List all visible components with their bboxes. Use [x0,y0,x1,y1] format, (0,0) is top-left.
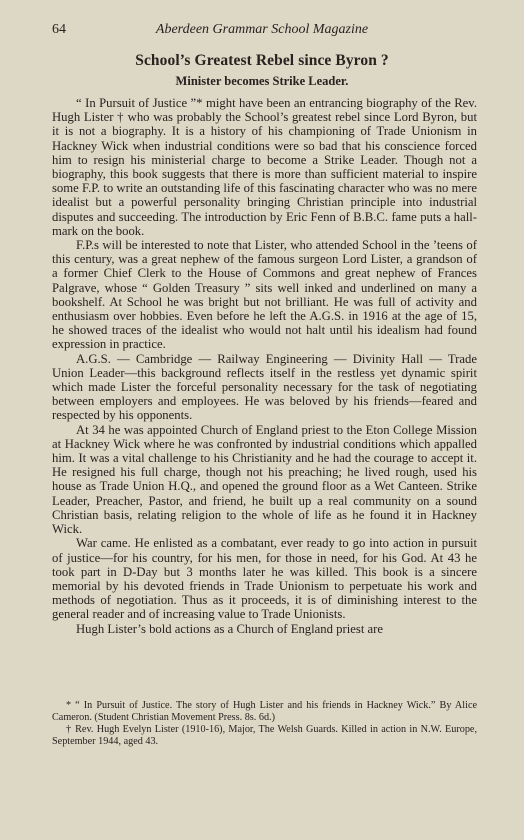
body-paragraph: A.G.S. — Cambridge — Railway Engineering — Divinity Hall — Trade Union Leader—this background reflects itself in the restless yet dynamic spirit which made Lister the forceful personality necessary for the task of negotiating between employers and employees. He was beloved by his friends—feared and respected by his opponents. [52,351,477,423]
running-title: Aberdeen Grammar School Magazine [155,22,369,37]
body-paragraph: F.P.s will be interested to note that Lister, who attended School in the ’teens of this century, was a great nephew of the famous surgeon Lord Lister, a grandson of a former Chief Clerk to the House of Commons and great nephew of Frances Palgrave, whose “ Golden Treasury ” sits well inked and underlined on many a bookshelf. At School he was bright but not brilliant. He was full of activity and enthusiasm over hobbies. Even before he left the A.G.S. in 1916 at the age of 15, he showed traces of the idealist who would not halt until his idealism had found expression in practice. [52,238,477,352]
footnotes [52,700,477,748]
article-subtitle: Minister becomes Strike Leader. [175,74,349,88]
footnote: * “ In Pursuit of Justice. The story of Hugh Lister and his friends in Hackney Wick.” By Alice Cameron. (Student Christian Movement Press. 8s. 6d.) [52,700,477,723]
body-paragraph: Hugh Lister’s bold actions as a Church of England priest are [76,621,384,636]
footnote: † Rev. Hugh Evelyn Lister (1910-16), Major, The Welsh Guards. Killed in action in N.W. Europe, September 1944, aged 43. [52,724,477,747]
article-body [52,96,477,636]
body-paragraph: At 34 he was appointed Church of England priest to the Eton College Mission at Hackney Wick where he was confronted by industrial conditions which appalled him. It was a vital challenge to his Christianity and he had the courage to accept it. He resigned his full charge, though not his preaching; he lived rough, used his house as Trade Union H.Q., and opened the ground floor as a Wet Canteen. Strike Leader, Preacher, Pastor, and friend, he built up a real community on a sound Christian basis, relating religion to the whole of life as he found it in Hackney Wick. [52,422,477,537]
body-paragraph: War came. He enlisted as a combatant, ever ready to go into action in pursuit of justice—for his country, for his men, for those in need, for his God. At 43 he took part in D-Day but 3 months later he was killed. This book is a sincere memorial by his devoted friends in Trade Unionism to perpetuate his work and methods of negotiation. Thus as it proceeds, it is of diminishing interest to the general reader and of increasing value to Trade Unionists. [52,536,477,622]
page-header [0,22,524,42]
page-number: 64 [52,22,66,37]
body-paragraph: “ In Pursuit of Justice ”* might have been an entrancing biography of the Rev. Hugh Lister † who was probably the School’s greatest rebel since Lord Byron, but it is not a biography. It is a history of his championing of Trade Unionism in Hackney Wick when industrial conditions were so bad that his conscience forced him to resign his ministerial charge to become a Strike Leader. Though not a biography, this book suggests that there is more than sufficient material to inspire some F.P. to write an outstanding life of this fascinating character who was no mere idealist but a powerful personality bringing Christian principle into industrial disputes and succeeding. The introduction by Eric Fenn of B.B.C. fame puts a hall-mark on the book. [52,96,477,238]
article-title: School’s Greatest Rebel since Byron ? [135,52,389,69]
